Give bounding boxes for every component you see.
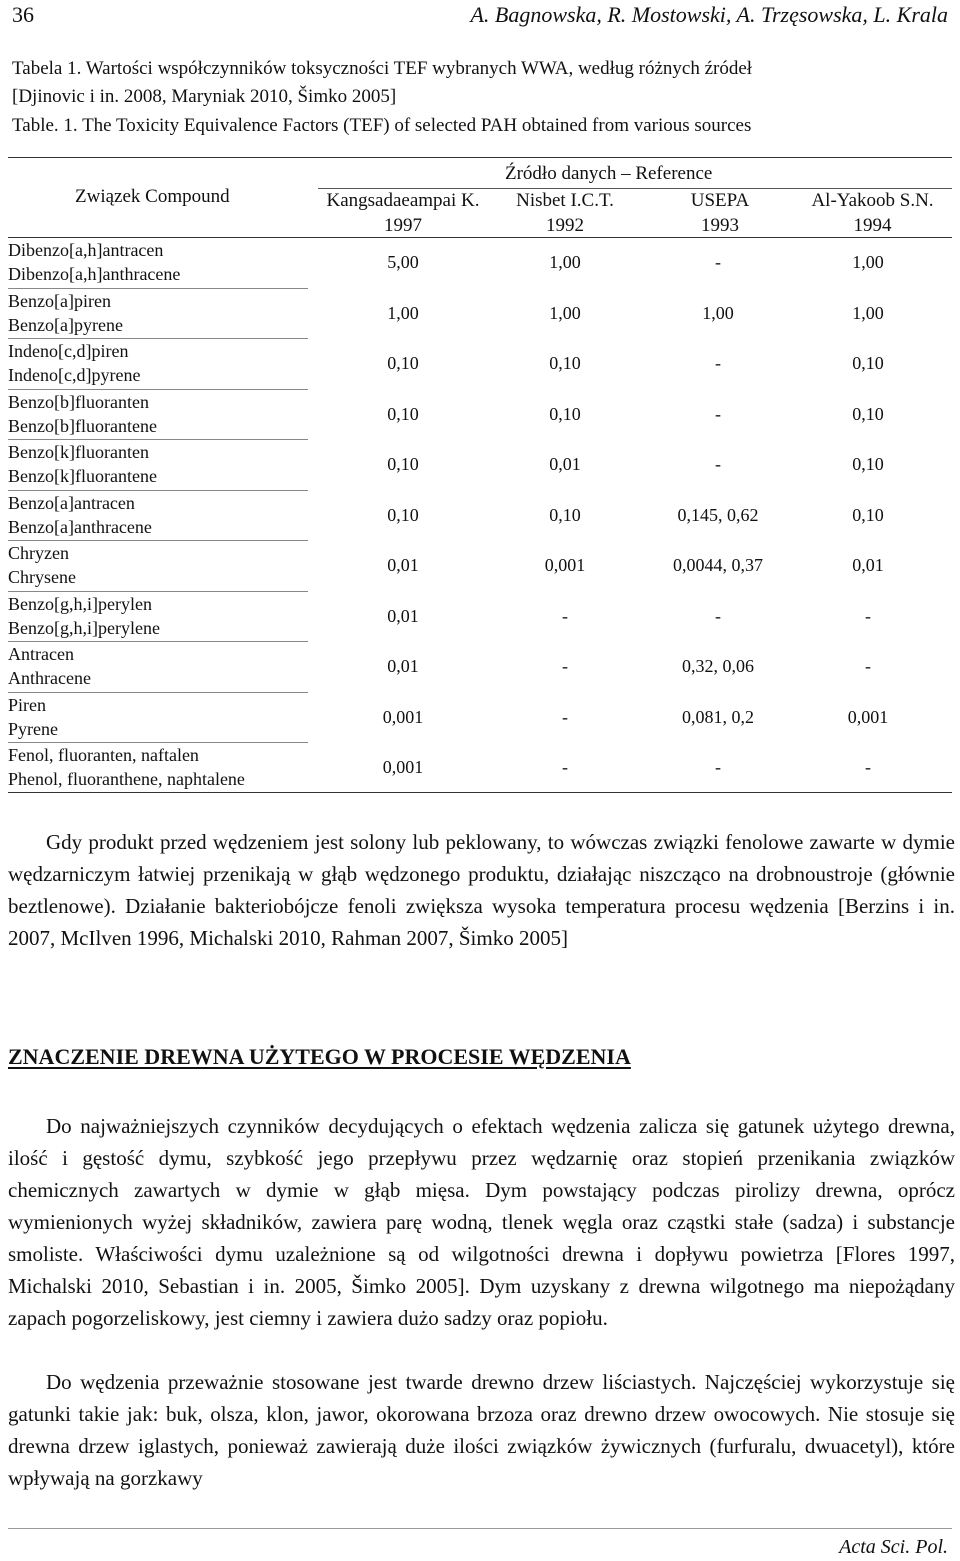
row-divider (8, 490, 308, 491)
table-row (8, 541, 76, 589)
tef-value: 0,081, 0,2 (682, 706, 754, 727)
table-caption-pl-line1: Tabela 1. Wartości współczynników toksyczności TEF wybranych WWA, według różnych źródeł (12, 58, 753, 79)
row-divider (8, 641, 308, 642)
tef-value: 1,00 (387, 302, 419, 323)
table-row (8, 491, 152, 539)
tef-value: 0,01 (549, 454, 581, 474)
tef-value: - (865, 757, 871, 777)
compound-name-en: Benzo[k]fluorantene (8, 466, 157, 486)
row-divider (8, 439, 308, 440)
tef-value: 0,10 (549, 353, 581, 373)
tef-value: 1,00 (549, 252, 581, 272)
column-header-author: USEPA (690, 190, 750, 211)
column-header-year: 1994 (853, 215, 892, 236)
compound-name-en: Benzo[g,h,i]perylene (8, 617, 160, 638)
table-caption-pl-line2: [Djinovic i in. 2008, Maryniak 2010, Šimko 2005] (12, 86, 397, 107)
table-top-rule (8, 157, 952, 158)
source-header: Źródło danych – Reference (505, 163, 713, 184)
tef-value: - (715, 605, 721, 626)
column-header-author: Nisbet I.C.T. (516, 190, 614, 211)
tef-value: - (865, 656, 871, 676)
tef-value: - (562, 706, 568, 727)
tef-value: - (715, 757, 721, 777)
tef-value: - (715, 252, 721, 272)
compound-name-pl: Benzo[g,h,i]perylen (8, 593, 152, 614)
tef-value: 0,001 (544, 555, 586, 575)
compound-name-en: Dibenzo[a,h]anthracene (8, 264, 181, 284)
tef-value: 0,001 (847, 706, 889, 727)
table-row (8, 440, 157, 488)
running-head-authors: A. Bagnowska, R. Mostowski, A. Trzęsowska, L. Krala (470, 2, 948, 27)
tef-value: 0,01 (852, 555, 884, 575)
compound-name-pl: Chryzen (8, 543, 69, 563)
compound-name-en: Phenol, fluoranthene, naphtalene (8, 769, 245, 789)
tef-value: 0,10 (549, 504, 581, 525)
tef-value: 0,0044, 0,37 (673, 555, 763, 575)
body-paragraph-2: Do najważniejszych czynników decydujących o efektach wędzenia zalicza się gatunek użytego drewna, ilość i gęstość dymu, szybkość jego przepływu przez wędzarnię oraz stopień przenikania związków chemicznych zawartych w dymie w głąb mięsa. Dym powstający podczas pirolizy drewna, oprócz wymienionych wyżej składników, zawiera parę wodną, tlenek węgla oraz cząstki stałe (sadza) i substancje smoliste. Właściwości dymu uzależnione są od wilgotności drewna i dopływu powietrza [Flores 1997, Michalski 2010, Sebastian i in. 2005, Šimko 2005]. Dym uzyskany z drewna wilgotnego ma niepożądany zapach pogorzeliskowy, jest ciemny i zawiera dużo sadzy oraz popiołu. (8, 1114, 955, 1330)
table-row (8, 390, 157, 438)
tef-value: 0,10 (387, 504, 419, 525)
table-row (8, 642, 91, 690)
compound-name-pl: Benzo[k]fluoranten (8, 442, 149, 462)
column-header-author: Al-Yakoob S.N. (811, 190, 934, 211)
tef-value: - (715, 353, 721, 373)
column-header-al-yakoob (790, 188, 955, 238)
compound-name-en: Pyrene (8, 718, 58, 739)
tef-value: 0,10 (852, 504, 884, 525)
compound-name-pl: Indeno[c,d]piren (8, 341, 129, 361)
tef-value: 0,01 (387, 656, 419, 676)
column-header-year: 1992 (546, 215, 584, 236)
footer-rule (8, 1528, 952, 1529)
tef-value: 1,00 (852, 252, 884, 272)
row-divider (8, 692, 308, 693)
tef-value: 5,00 (387, 252, 419, 272)
table-row (8, 238, 180, 286)
compound-name-pl: Piren (8, 694, 46, 715)
row-divider (8, 389, 308, 390)
tef-value: 1,00 (702, 302, 734, 323)
compound-name-en: Benzo[a]anthracene (8, 516, 152, 537)
tef-value: 0,01 (387, 555, 419, 575)
tef-value: 0,01 (387, 605, 419, 626)
compound-name-pl: Dibenzo[a,h]antracen (8, 240, 164, 260)
tef-value: - (562, 656, 568, 676)
tef-value: 0,10 (387, 353, 419, 373)
column-header-year: 1993 (701, 215, 739, 236)
tef-value: - (562, 757, 568, 777)
tef-value: 0,10 (549, 403, 581, 424)
row-divider (8, 591, 308, 592)
page-number: 36 (12, 2, 34, 27)
tef-value: 0,10 (852, 454, 884, 474)
compound-name-en: Indeno[c,d]pyrene (8, 365, 141, 385)
body-paragraph-3: Do wędzenia przeważnie stosowane jest twarde drewno drzew liściastych. Najczęściej wykorzystuje się gatunki takie jak: buk, olsza, klon, jawor, okorowana brzoza oraz drewno drzew owocowych. Nie stosuje się drewna drzew iglastych, ponieważ zawierają duże ilości związków żywicznych (furfuralu, dwuacetyl), które wpływają na gorzkawy (8, 1370, 955, 1490)
compound-name-en: Benzo[b]fluorantene (8, 415, 157, 436)
tef-value: 0,10 (387, 454, 419, 474)
compound-name-pl: Antracen (8, 644, 74, 664)
tef-value: 0,10 (852, 403, 884, 424)
tef-value: 1,00 (852, 302, 884, 323)
compound-name-pl: Benzo[a]piren (8, 290, 111, 311)
tef-value: - (562, 605, 568, 626)
table-row (8, 693, 58, 741)
tef-value: - (715, 403, 721, 424)
tef-value: 0,001 (382, 757, 424, 777)
tef-value: 0,145, 0,62 (677, 504, 759, 525)
compound-name-en: Anthracene (8, 668, 91, 688)
table-bottom-rule (8, 792, 952, 793)
row-divider (8, 288, 308, 289)
table-caption-en: Table. 1. The Toxicity Equivalence Factors (TEF) of selected PAH obtained from various sources (12, 115, 752, 136)
page-header (12, 0, 948, 32)
compound-name-en: Benzo[a]pyrene (8, 314, 123, 335)
compound-name-pl: Fenol, fluoranten, naftalen (8, 745, 199, 765)
column-header-author: Kangsadaeampai K. (326, 190, 480, 211)
compound-header: Związek Compound (75, 186, 230, 207)
section-heading: ZNACZENIE DREWNA UŻYTEGO W PROCESIE WĘDZENIA (8, 1044, 631, 1069)
compound-name-pl: Benzo[b]fluoranten (8, 391, 149, 412)
tef-value: 0,10 (387, 403, 419, 424)
table-row (8, 592, 160, 640)
compound-name-pl: Benzo[a]antracen (8, 492, 135, 513)
tef-value: 1,00 (549, 302, 581, 323)
row-divider (8, 540, 308, 541)
compound-name-en: Chrysene (8, 567, 76, 587)
tef-value: - (865, 605, 871, 626)
column-header-year: 1997 (384, 215, 422, 236)
column-header-kangsadaeampai (318, 188, 488, 238)
body-paragraph-1: Gdy produkt przed wędzeniem jest solony lub peklowany, to wówczas związki fenolowe zawarte w dymie wędzarniczym łatwiej przenikają w głąb wędzonego produktu, działając niszcząco na drobnoustroje (głównie beztlenowe). Działanie bakteriobójcze fenoli zwiększa wysoka temperatura procesu wędzenia [Berzins i in. 2007, McIlven 1996, Michalski 2010, Rahman 2007, Šimko 2005] (8, 830, 955, 950)
table-row (8, 743, 245, 791)
row-divider (8, 338, 308, 339)
tef-value: 0,001 (382, 706, 424, 727)
table-row (8, 339, 140, 387)
tef-value: 0,32, 0,06 (682, 656, 754, 676)
footer-journal: Acta Sci. Pol. (839, 1536, 948, 1558)
table-row (8, 289, 123, 337)
row-divider (8, 742, 308, 743)
column-header-usepa (645, 188, 795, 238)
column-header-nisbet (490, 188, 640, 238)
tef-value: 0,10 (852, 353, 884, 373)
tef-value: - (715, 454, 721, 474)
